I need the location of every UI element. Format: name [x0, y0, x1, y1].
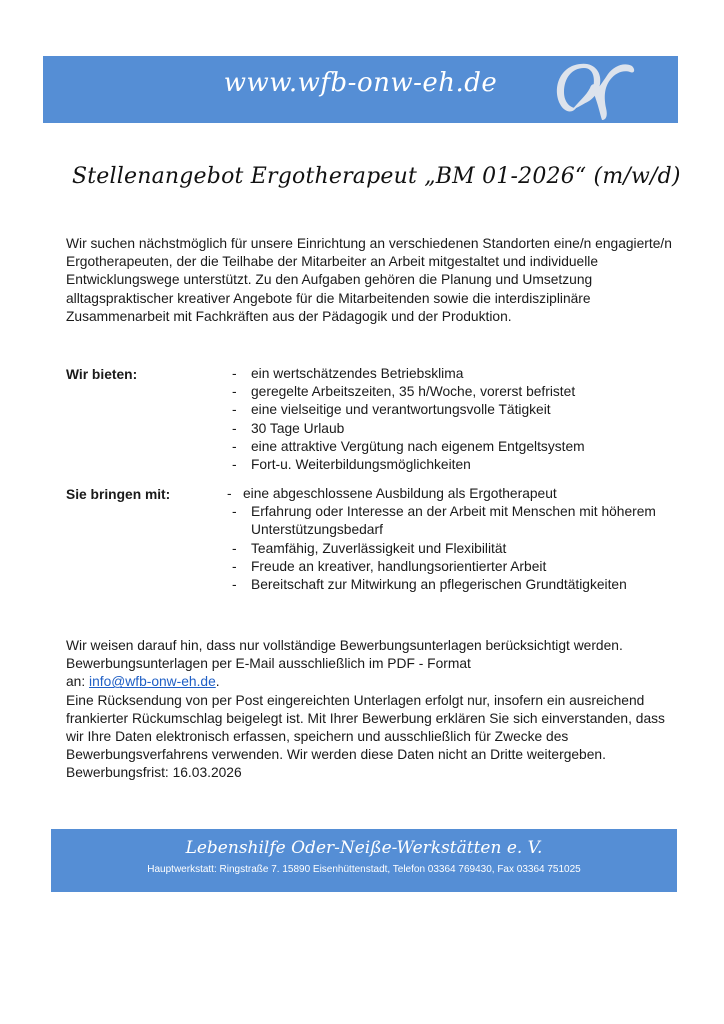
- offer-item: [232, 383, 672, 401]
- requirement-item: [232, 558, 672, 576]
- offer-item: [232, 365, 672, 383]
- header-banner: [43, 56, 678, 123]
- dash-bullet: -: [232, 402, 237, 418]
- requirement-item: [232, 503, 672, 539]
- requirement-item: [232, 576, 672, 594]
- footer-banner: [51, 829, 677, 892]
- notice-line-1: Wir weisen darauf hin, dass nur vollständige Bewerbungsunterlagen berücksichtigt werden. Bewerbungsunterlagen per E-Mail ausschließlich im PDF - Format: [66, 638, 623, 672]
- offer-item-text: 30 Tage Urlaub: [251, 420, 345, 436]
- notice-suffix: .: [215, 674, 220, 690]
- dash-bullet: -: [227, 486, 232, 501]
- offer-item: [232, 420, 672, 438]
- organization-logo-icon: [550, 58, 640, 122]
- website-url: www.wfb-onw-eh.de: [223, 68, 498, 98]
- dash-bullet: -: [232, 420, 237, 436]
- notice-line-2: Eine Rücksendung von per Post eingereichten Unterlagen erfolgt nur, insofern ein ausreichend frankierter Rückumschlag beigelegt ist. Mit Ihrer Bewerbung erklären Sie sich einverstanden, dass wir Ihre Daten elektronisch erfassen, speichern und ausschließlich für Zwecke des Bewerbungsverfahrens verwenden. Wir werden diese Daten nicht an Dritte weitergeben. Bewerbungsfrist: 16.03.2026: [66, 692, 665, 781]
- requirement-item-text: Freude an kreativer, handlungsorientierter Arbeit: [251, 558, 547, 574]
- offer-item: [232, 456, 672, 474]
- offer-list: [232, 365, 672, 474]
- application-notice: [66, 637, 676, 783]
- offer-item-text: ein wertschätzendes Betriebsklima: [251, 366, 464, 381]
- offer-item-text: Fort-u. Weiterbildungsmöglichkeiten: [251, 457, 471, 473]
- offer-item-text: eine vielseitige und verantwortungsvolle Tätigkeit: [251, 402, 551, 418]
- email-link[interactable]: info@wfb-onw-eh.de: [89, 674, 216, 690]
- offer-item: [232, 401, 672, 419]
- requirement-item: [232, 540, 672, 558]
- dash-bullet: -: [232, 438, 237, 454]
- dash-bullet: -: [232, 540, 237, 556]
- dash-bullet: -: [232, 366, 237, 381]
- requirement-item-text: Erfahrung oder Interesse an der Arbeit mit Menschen mit höherem Unterstützungsbedarf: [251, 504, 656, 538]
- offer-item-text: eine attraktive Vergütung nach eigenem Entgeltsystem: [251, 438, 585, 454]
- intro-paragraph: Wir suchen nächstmöglich für unsere Einrichtung an verschiedenen Standorten eine/n engagierte/n Ergotherapeuten, der die Teilhabe der Mitarbeiter an Arbeit mitgestaltet und individuelle Entwicklungswege unterstützt. Zu den Aufgaben gehören die Planung und Umsetzung alltagspraktischer kreativer Angebote für die Mitarbeitenden sowie die interdisziplinäre Zusammenarbeit mit Fachkräften aus der Pädagogik und der Produktion.: [66, 236, 672, 324]
- offer-item: [232, 438, 672, 456]
- offer-item-text: geregelte Arbeitszeiten, 35 h/Woche, vorerst befristet: [251, 384, 576, 400]
- organization-address: Hauptwerkstatt: Ringstraße 7. 15890 Eisenhüttenstadt, Telefon 03364 769430, Fax 03364 751025: [147, 864, 581, 875]
- dash-bullet: -: [232, 504, 237, 520]
- dash-bullet: -: [232, 577, 237, 593]
- requirements-label: Sie bringen mit:: [66, 487, 171, 502]
- requirement-item-text: Bereitschaft zur Mitwirkung an pflegerischen Grundtätigkeiten: [251, 577, 627, 593]
- notice-prefix: an:: [66, 674, 90, 690]
- organization-name: Lebenshilfe Oder-Neiße-Werkstätten e. V.: [185, 838, 543, 858]
- dash-bullet: -: [232, 457, 237, 473]
- requirement-item: [227, 485, 672, 503]
- requirement-item-text: eine abgeschlossene Ausbildung als Ergotherapeut: [243, 486, 557, 501]
- job-title: Stellenangebot Ergotherapeut „BM 01-2026“ (m/w/d): [72, 164, 681, 189]
- offer-label: Wir bieten:: [66, 367, 138, 382]
- dash-bullet: -: [232, 558, 237, 574]
- requirements-list: [227, 485, 672, 594]
- dash-bullet: -: [232, 384, 237, 400]
- requirement-item-text: Teamfähig, Zuverlässigkeit und Flexibilität: [251, 540, 507, 556]
